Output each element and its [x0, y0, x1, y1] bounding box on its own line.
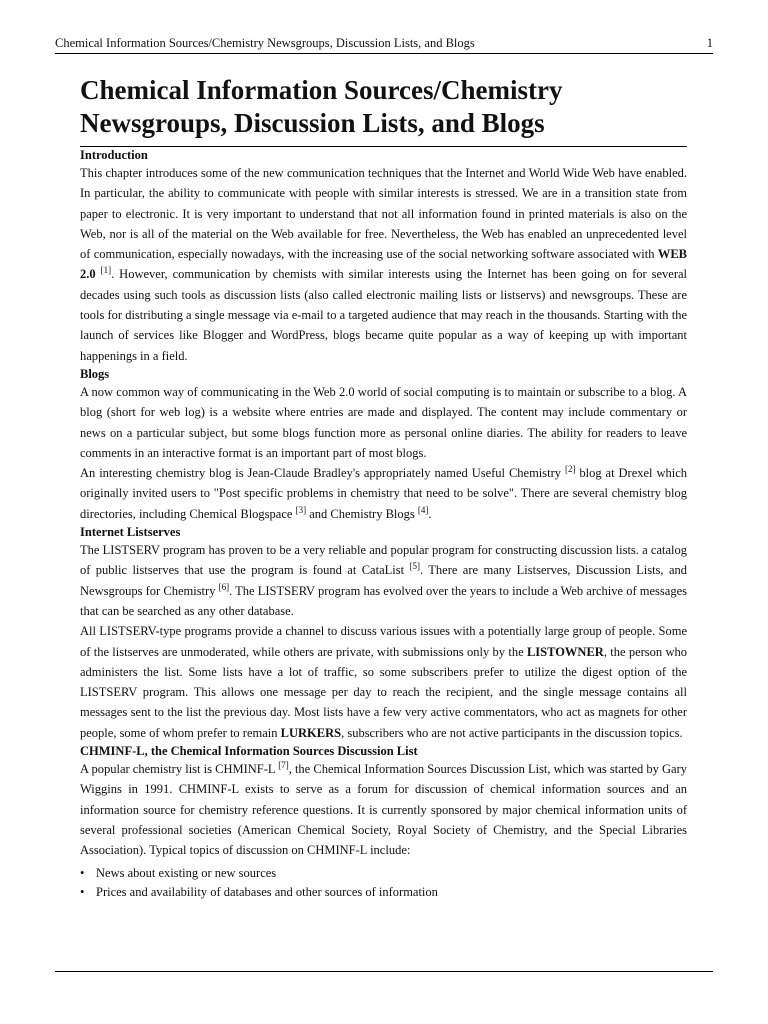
chminf-paragraph: A popular chemistry list is CHMINF-L [7], the Chemical Information Sources Discussion List, which was started by Gary Wiggins in 1991. CHMINF-L exists to serve as a forum for discussion of chemical information sources and an information source for chemistry reference questions. It is currently sponsored by major chemical information units of several professional societies (American Chemical Society, Royal Society of Chemistry, and the Special Libraries Association). Typical topics of discussion on CHMINF-L include:: [80, 759, 687, 858]
list-item: • Prices and availability of databases and other sources of information: [80, 883, 687, 902]
page-number: 1: [706, 36, 713, 50]
chminf-heading: CHMINF-L, the Chemical Information Sources Discussion List: [80, 744, 418, 759]
lurkers-term: LURKERS: [280, 725, 342, 740]
blogs-paragraph-1: A now common way of communicating in the Web 2.0 world of social computing is to maintain or subscribe to a blog. A blog (short for web log) is a website where entries are made and displayed. The content may include commentary or news on a particular subject, but some blogs function more as personal online diaries. The ability for readers to leave comments in an interactive format is an important part of most blogs.: [80, 384, 687, 460]
listowner-term: LISTOWNER: [526, 644, 604, 659]
reference-1-link[interactable]: [1]: [100, 265, 112, 276]
header-rule: [55, 53, 713, 54]
reference-7-link[interactable]: [7]: [278, 759, 289, 770]
page-title-line-1: Chemical Information Sources/Chemistry: [80, 75, 563, 105]
listserves-paragraph-2: All LISTSERV-type programs provide a channel to discuss various issues with a potentially large group of people. Some of the listserves are unmoderated, while others are private, with submissions only by the LISTOWNER, the person who administers the list. Some lists have a lot of traffic, so some subscribers prefer to utilize the digest option of the LISTSERV program. This allows one message per day to reach the recipient, and the single message contains all messages sent to the list the previous day. Most lists have a few very active commentators, who act as magnets for other people, some of whom prefer to remain LURKERS, subscribers who are not active participants in the discussion topics.: [80, 624, 688, 740]
chminf-topics-list: [80, 864, 687, 902]
listserves-paragraph-1: The LISTSERV program has proven to be a very reliable and popular program for constructing discussion lists. a catalog of public listserves that use the program is found at CataList [5]. There are many Listserves, Discussion Lists, and Newsgroups for Chemistry [6]. The LISTSERV program has evolved over the years to include a Web archive of messages that can be searched as any other database.: [80, 543, 687, 618]
introduction-paragraph: This chapter introduces some of the new communication techniques that the Internet and World Wide Web have enabled. In particular, the ability to communicate with people with similar interests is stressed. We are in a transition state from paper to electronic. It is very important to understand that not all information found in printed materials is also on the Web, nor is all of the material on the Web available for free. Nevertheless, the Web has enabled an unprecedented level of communication, especially nowadays, with the increasing use of the social networking software associated with WEB 2.0 [1]. However, communication by chemists with similar interests using the Internet has been going on for several decades using such tools as discussion lists (also called electronic mailing lists or listservs) and newsgroups. These are tools for distributing a single message via e-mail to a targeted audience that may reach in the thousands. Starting with the launch of services like Blogger and WordPress, blogs became quite popular as a way of keeping up with important happenings in a field.: [80, 166, 688, 363]
article-body: [80, 74, 687, 902]
blogs-heading: Blogs: [80, 366, 110, 381]
web20-term: WEB 2.0: [80, 247, 687, 282]
running-title: Chemical Information Sources/Chemistry Newsgroups, Discussion Lists, and Blogs: [55, 36, 475, 50]
list-item: • News about existing or new sources: [80, 864, 687, 883]
reference-3-link[interactable]: [3]: [295, 504, 307, 515]
page-title-line-2: Newsgroups, Discussion Lists, and Blogs: [80, 108, 545, 138]
reference-4-link[interactable]: [4]: [417, 504, 429, 515]
running-header: [55, 36, 713, 50]
reference-5-link[interactable]: [5]: [409, 561, 420, 572]
reference-2-link[interactable]: [2]: [564, 464, 576, 474]
blogs-paragraph-2: An interesting chemistry blog is Jean-Claude Bradley's appropriately named Useful Chemistry [2] blog at Drexel which originally invited users to "Post specific problems in chemistry that need to be solve". There are several chemistry blog directories, including Chemical Blogspace [3] and Chemistry Blogs [4].: [80, 464, 687, 521]
footer-rule: [55, 971, 713, 972]
reference-6-link[interactable]: [6]: [218, 581, 230, 592]
listserves-heading: Internet Listserves: [80, 525, 181, 540]
introduction-heading: Introduction: [80, 148, 148, 162]
page-title: [80, 74, 687, 147]
